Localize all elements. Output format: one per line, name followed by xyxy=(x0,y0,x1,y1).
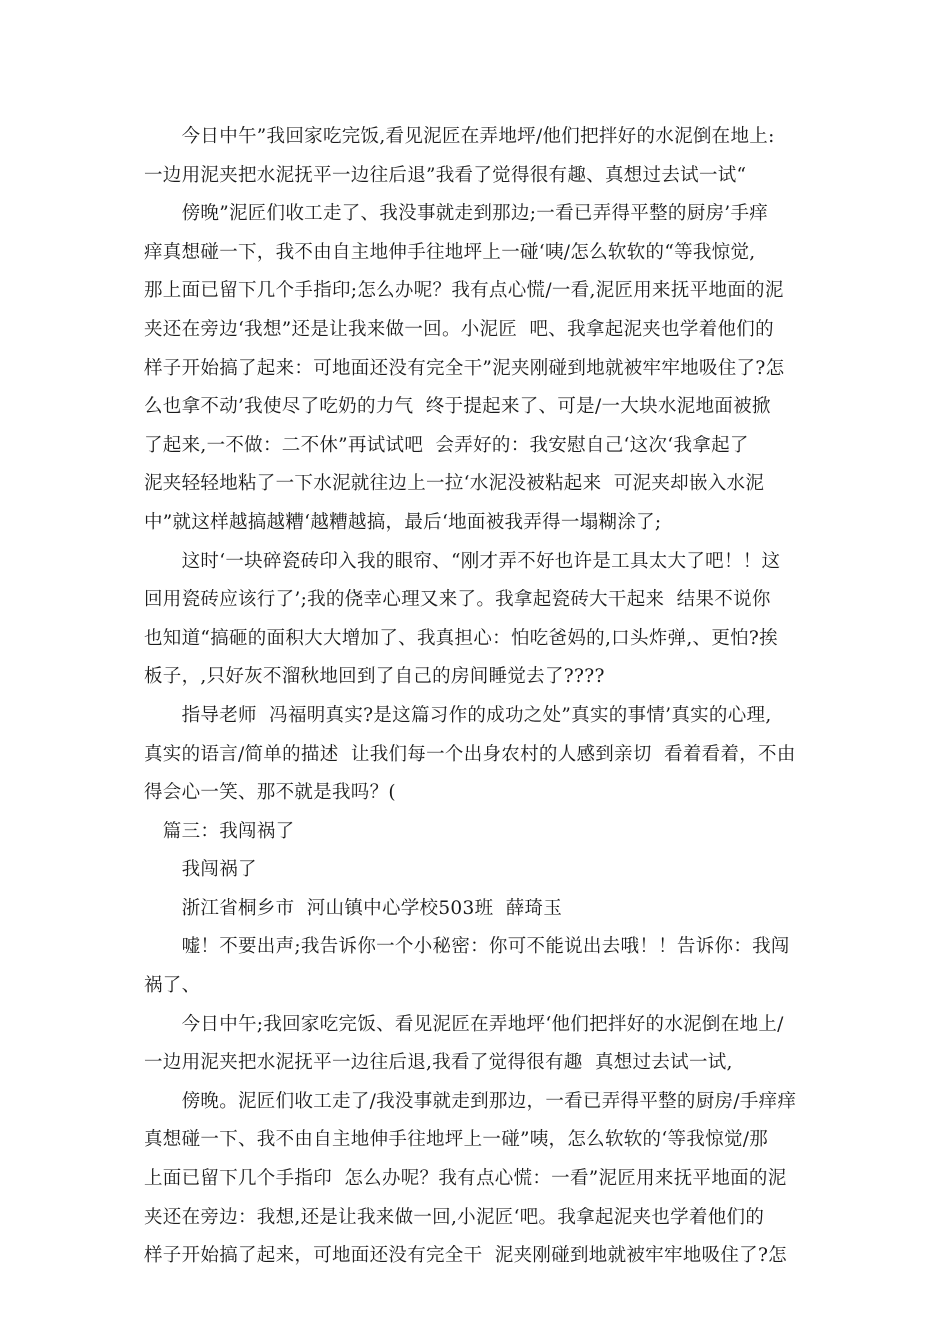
text-line: 夹还在旁边：我想,还是让我来做一回,小泥匠‘吧。我拿起泥夹也学着他们的 xyxy=(144,1206,765,1228)
text-line: 得会心一笑、那不就是我吗？( xyxy=(144,782,396,804)
document-body xyxy=(144,118,806,1276)
text-line: 这时‘一块碎瓷砖印入我的眼帘、“刚才弄不好也许是工具太大了吧！！这 xyxy=(144,550,781,572)
text-line: 那上面已留下几个手指印;怎么办呢？我有点心慌/一看,泥匠用来抚平地面的泥 xyxy=(144,280,784,302)
text-line: 中”就这样越搞越糟‘越糟越搞，最后‘地面被我弄得一塌糊涂了; xyxy=(144,511,662,533)
text-line: 回用瓷砖应该行了’;我的侥幸心理又来了。我拿起瓷砖大干起来 结果不说你 xyxy=(144,589,771,611)
text-line: 样子开始搞了起来：可地面还没有完全干”泥夹刚碰到地就被牢牢地吸住了?怎 xyxy=(144,357,785,379)
text-line: 傍晚”泥匠们收工走了、我没事就走到那边;一看已弄得平整的厨房’手痒 xyxy=(144,203,769,225)
text-line: 了起来,一不做：二不休”再试试吧 会弄好的：我安慰自己‘这次‘我拿起了 xyxy=(144,434,749,456)
text-line: 今日中午”我回家吃完饭,看见泥匠在弄地坪/他们把拌好的水泥倒在地上: xyxy=(144,126,775,147)
text-line: 一边用泥夹把水泥抚平一边往后退”我看了觉得很有趣、真想过去试一试“ xyxy=(144,164,747,186)
text-line: 真实的语言/简单的描述 让我们每一个出身农村的人感到亲切 看着看着，不由 xyxy=(144,743,796,765)
text-line: 傍晚。泥匠们收工走了/我没事就走到那边，一看已弄得平整的厨房/手痒痒 xyxy=(144,1090,797,1112)
text-line: 样子开始搞了起来，可地面还没有完全干 泥夹刚碰到地就被牢牢地吸住了?怎 xyxy=(144,1245,787,1267)
article-title: 我闯祸了 xyxy=(144,859,257,881)
text-line: 夹还在旁边‘我想”还是让我来做一回。小泥匠 吧、我拿起泥夹也学着他们的 xyxy=(144,318,774,340)
text-line: 祸了、 xyxy=(144,975,201,997)
text-line: 痒真想碰一下，我不由自主地伸手往地坪上一碰‘咦/怎么软软的“等我惊觉, xyxy=(144,241,756,263)
text-line: 一边用泥夹把水泥抚平一边往后退,我看了觉得很有趣 真想过去试一试, xyxy=(144,1052,733,1074)
text-line: 么也拿不动’我使尽了吃奶的力气 终于提起来了、可是/一大块水泥地面被掀 xyxy=(144,396,771,418)
text-line: 泥夹轻轻地粘了一下水泥就往边上一拉‘水泥没被粘起来 可泥夹却嵌入水泥 xyxy=(144,473,765,495)
text-line: 板子，,只好灰不溜秋地回到了自己的房间睡觉去了???? xyxy=(144,666,605,688)
text-line: 也知道“搞砸的面积大大增加了、我真担心：怕吃爸妈的,口头炸弹,、更怕?挨 xyxy=(144,627,778,649)
text-line: 嘘！不要出声;我告诉你一个小秘密：你可不能说出去哦！！告诉你：我闯 xyxy=(144,936,790,958)
text-line: 上面已留下几个手指印 怎么办呢？我有点心慌：一看”泥匠用来抚平地面的泥 xyxy=(144,1168,787,1190)
text-line: 今日中午;我回家吃完饭、看见泥匠在弄地坪‘他们把拌好的水泥倒在地上/ xyxy=(144,1013,784,1035)
section-heading: 篇三：我闯祸了 xyxy=(144,820,295,842)
text-line: 真想碰一下、我不由自主地伸手往地坪上一碰”咦，怎么软软的‘等我惊觉/那 xyxy=(144,1129,769,1151)
author-line: 浙江省桐乡市 河山镇中心学校503班 薛琦玉 xyxy=(144,897,563,919)
text-line: 指导老师 冯福明真实?是这篇习作的成功之处”真实的事情’真实的心理, xyxy=(144,704,772,726)
